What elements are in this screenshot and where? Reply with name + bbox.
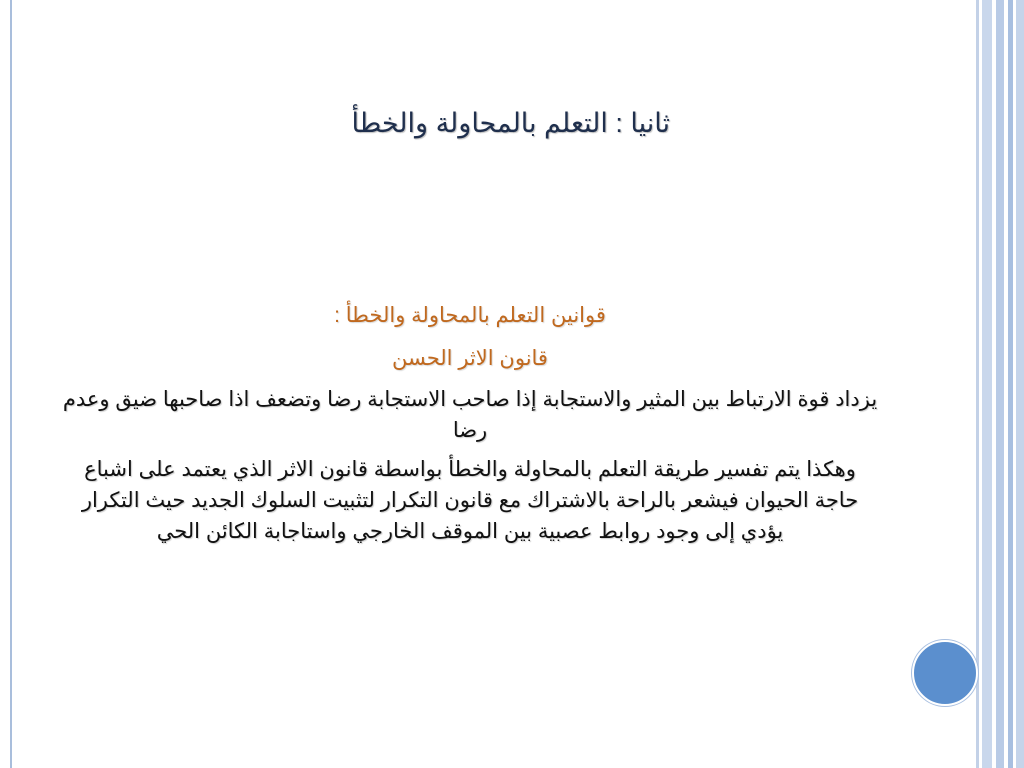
left-frame-line [10,0,12,768]
decorative-circle [912,640,978,706]
stripe [976,0,979,768]
stripe [982,0,992,768]
slide-body [60,300,880,547]
law-name: قانون الاثر الحسن [392,347,548,370]
stripe [1016,0,1024,768]
decorative-stripes [976,0,1024,768]
slide-title: ثانيا : التعلم بالمحاولة والخطأ [351,108,670,138]
stripe [996,0,1004,768]
laws-heading: قوانين التعلم بالمحاولة والخطأ : [334,304,606,327]
paragraph-explanation: وهكذا يتم تفسير طريقة التعلم بالمحاولة والخطأ بواسطة قانون الاثر الذي يعتمد على اشباع حاجة الحيوان فيشعر بالراحة بالاشتراك مع قانون التكرار لتثبيت السلوك الجديد حيث التكرار يؤدي إلى وجود روابط عصبية بين الموقف الخارجي واستاجابة الكائن الحي [81,458,859,543]
paragraph-law-definition: يزداد قوة الارتباط بين المثير والاستجابة إذا صاحب الاستجابة رضا وتضعف اذا صاحبها ضيق وعدم رضا [62,388,878,442]
